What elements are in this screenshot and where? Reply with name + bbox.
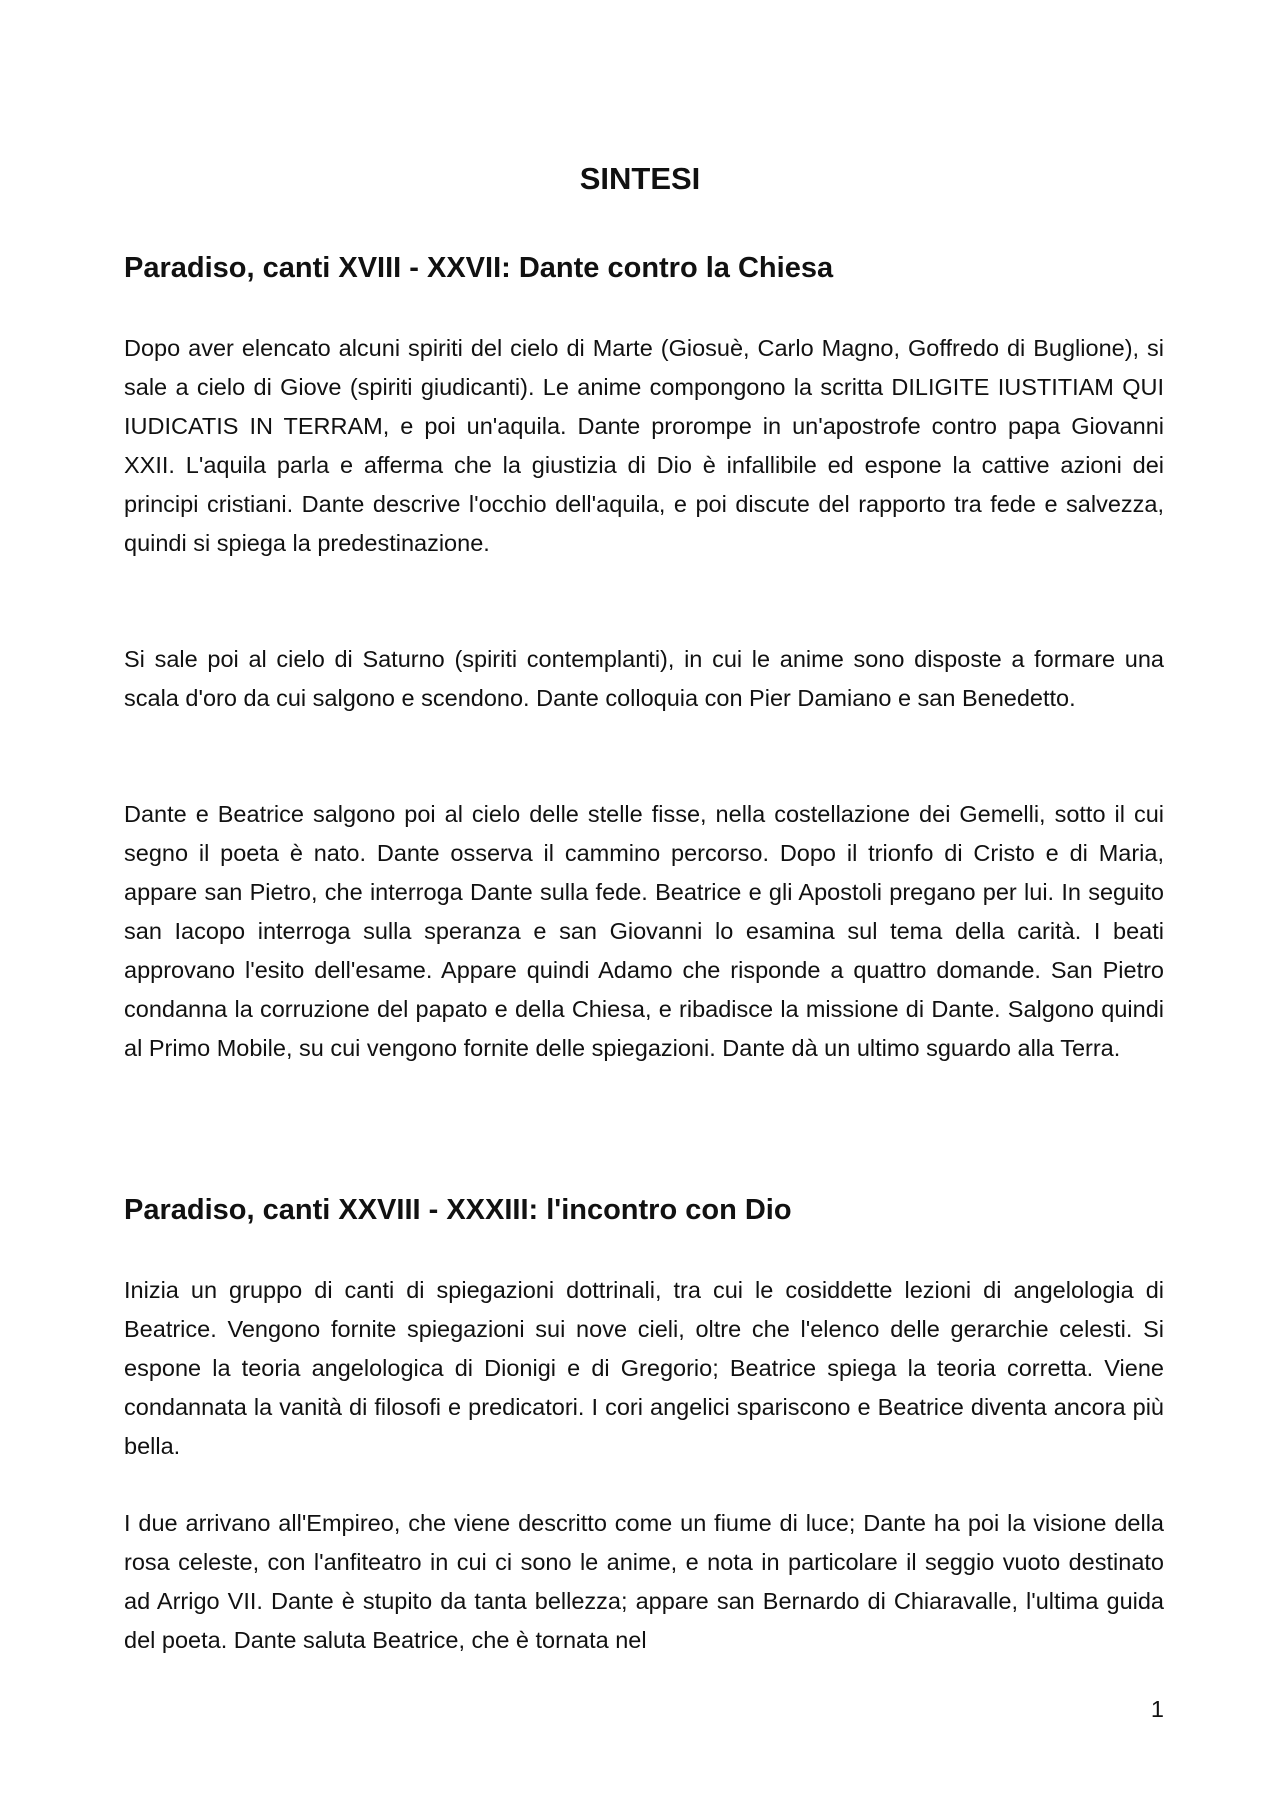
page-number: 1 [1150, 1696, 1164, 1722]
section-1-paragraph-1: Dopo aver elencato alcuni spiriti del cielo di Marte (Giosuè, Carlo Magno, Goffredo di Buglione), si sale a cielo di Giove (spiriti giudicanti). Le anime compongono la scritta DILIGITE IUSTITIAM QUI IUDICATIS IN TERRAM, e poi un'aquila. Dante prorompe in un'apostrofe contro papa Giovanni XXII. L'aquila parla e afferma che la giustizia di Dio è infallibile ed espone la cattive azioni dei principi cristiani. Dante descrive l'occhio dell'aquila, e poi discute del rapporto tra fede e salvezza, quindi si spiega la predestinazione. [124, 335, 1164, 556]
page-title: SINTESI [579, 161, 701, 196]
section-heading-1: Paradiso, canti XVIII - XXVII: Dante contro la Chiesa [124, 252, 834, 284]
section-2-paragraph-1: Inizia un gruppo di canti di spiegazioni dottrinali, tra cui le cosiddette lezioni di angelologia di Beatrice. Vengono fornite spiegazioni sui nove cieli, oltre che l'elenco delle gerarchie celesti. Si espone la teoria angelologica di Dionigi e di Gregorio; Beatrice spiega la teoria corretta. Viene condannata la vanità di filosofi e predicatori. I cori angelici spariscono e Beatrice diventa ancora più bella. [124, 1277, 1164, 1459]
section-1-paragraph-3: Dante e Beatrice salgono poi al cielo delle stelle fisse, nella costellazione dei Gemelli, sotto il cui segno il poeta è nato. Dante osserva il cammino percorso. Dopo il trionfo di Cristo e di Maria, appare san Pietro, che interroga Dante sulla fede. Beatrice e gli Apostoli pregano per lui. In seguito san Iacopo interroga sulla speranza e san Giovanni lo esamina sul tema della carità. I beati approvano l'esito dell'esame. Appare quindi Adamo che risponde a quattro domande. San Pietro condanna la corruzione del papato e della Chiesa, e ribadisce la missione di Dante. Salgono quindi al Primo Mobile, su cui vengono fornite delle spiegazioni. Dante dà un ultimo sguardo alla Terra. [124, 801, 1164, 1061]
section-2-paragraph-2: I due arrivano all'Empireo, che viene descritto come un fiume di luce; Dante ha poi la visione della rosa celeste, con l'anfiteatro in cui ci sono le anime, e nota in particolare il seggio vuoto destinato ad Arrigo VII. Dante è stupito da tanta bellezza; appare san Bernardo di Chiaravalle, l'ultima guida del poeta. Dante saluta Beatrice, che è tornata nel [124, 1510, 1164, 1653]
section-1-paragraph-2: Si sale poi al cielo di Saturno (spiriti contemplanti), in cui le anime sono disposte a formare una scala d'oro da cui salgono e scendono. Dante colloquia con Pier Damiano e san Benedetto. [124, 646, 1164, 711]
section-heading-2: Paradiso, canti XXVIII - XXXIII: l'incontro con Dio [124, 1194, 792, 1226]
